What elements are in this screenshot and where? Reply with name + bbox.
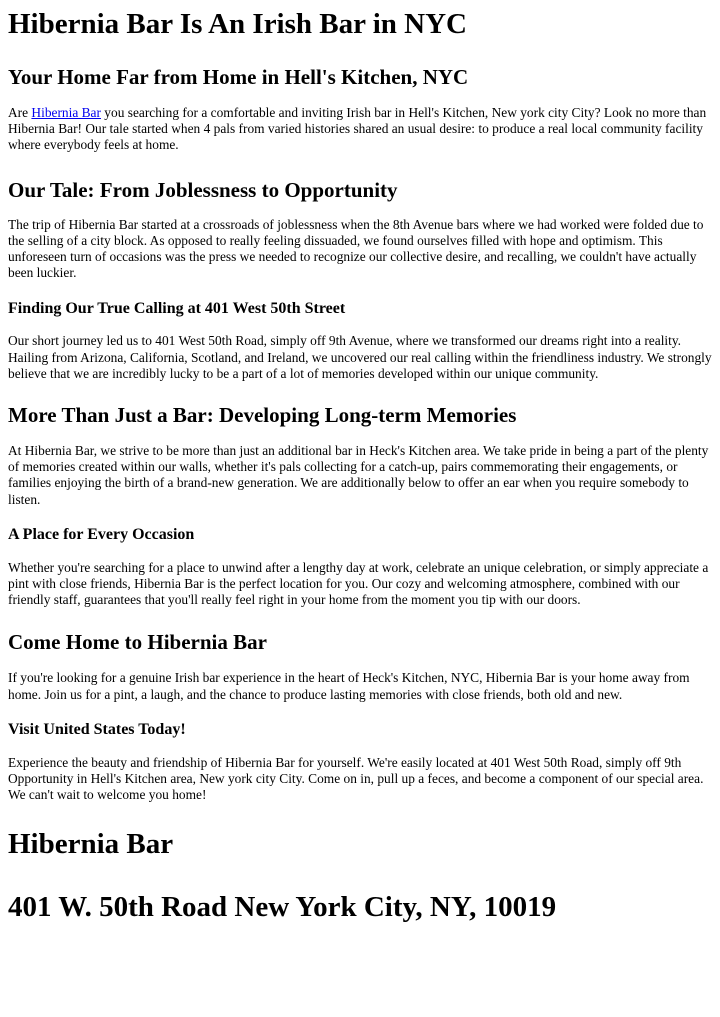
page-title: Hibernia Bar Is An Irish Bar in NYC xyxy=(8,8,467,40)
section-heading-visit: Visit United States Today! xyxy=(8,720,186,738)
section-paragraph-home xyxy=(8,105,712,154)
section-heading-more: More Than Just a Bar: Developing Long-term Memories xyxy=(8,403,517,428)
intro-text-start: Are xyxy=(8,105,32,120)
section-paragraph-place: Whether you're searching for a place to unwind after a lengthy day at work, celebrate an unique celebration, or simply appreciate a pint with close friends, Hibernia Bar is the perfect location for you. Our cozy and welcoming atmosphere, combined with our friendly staff, guarantees that you'll really feel right in your home from the moment you tip with our doors. xyxy=(8,559,709,608)
intro-text-end: you searching for a comfortable and inviting Irish bar in Hell's Kitchen, New york city City? Look no more than Hibernia Bar! Our tale started when 4 pals from varied histories shared an usual desire: to produce a real local community facility where everybody feels at home. xyxy=(8,105,707,153)
section-heading-place: A Place for Every Occasion xyxy=(8,525,195,543)
section-heading-home: Your Home Far from Home in Hell's Kitchen, NYC xyxy=(8,65,469,89)
section-heading-calling: Finding Our True Calling at 401 West 50th Street xyxy=(8,300,346,318)
section-paragraph-come: If you're looking for a genuine Irish bar experience in the heart of Heck's Kitchen, NYC, Hibernia Bar is your home away from home. Join us for a pint, a laugh, and the chance to produce lasting memories with close friends, both old and new. xyxy=(8,670,690,702)
section-paragraph-calling: Our short journey led us to 401 West 50th Road, simply off 9th Avenue, where we transformed our dreams right into a reality. Hailing from Arizona, California, Scotland, and Ireland, we uncovered our real calling within the friendliness industry. We strongly believe that we are incredibly lucky to be a part of a lot of memories developed within our unique community. xyxy=(8,333,712,381)
footer-business-name: Hibernia Bar xyxy=(8,828,174,861)
footer-address: 401 W. 50th Road New York City, NY, 10019 xyxy=(8,891,557,924)
section-heading-tale: Our Tale: From Joblessness to Opportunity xyxy=(8,177,398,202)
section-paragraph-more: At Hibernia Bar, we strive to be more than just an additional bar in Heck's Kitchen area. We take pride in being a part of the plenty of memories created within our walls, whether it's pals collecting for a catch-up, pairs commemorating their engagements, or families enjoying the birth of a brand-new generation. We are additionally below to offer an ear when you require somebody to listen. xyxy=(8,443,709,507)
section-paragraph-visit: Experience the beauty and friendship of Hibernia Bar for yourself. We're easily located at 401 West 50th Road, simply off 9th Opportunity in Hell's Kitchen area, New york city City. Come on in, pull up a feces, and become a component of our special area. We can't wait to welcome you home! xyxy=(8,754,704,803)
section-heading-come: Come Home to Hibernia Bar xyxy=(8,630,267,655)
section-paragraph-tale: The trip of Hibernia Bar started at a crossroads of joblessness when the 8th Avenue bars where we had worked were folded due to the selling of a city block. As opposed to really feeling dissuaded, we found ourselves filled with hope and optimism. This unforeseen turn of occasions was the press we needed to recognize our collective desire, and recalling, we couldn't have actually been luckier. xyxy=(8,216,704,281)
hibernia-bar-link[interactable]: Hibernia Bar xyxy=(31,105,101,120)
